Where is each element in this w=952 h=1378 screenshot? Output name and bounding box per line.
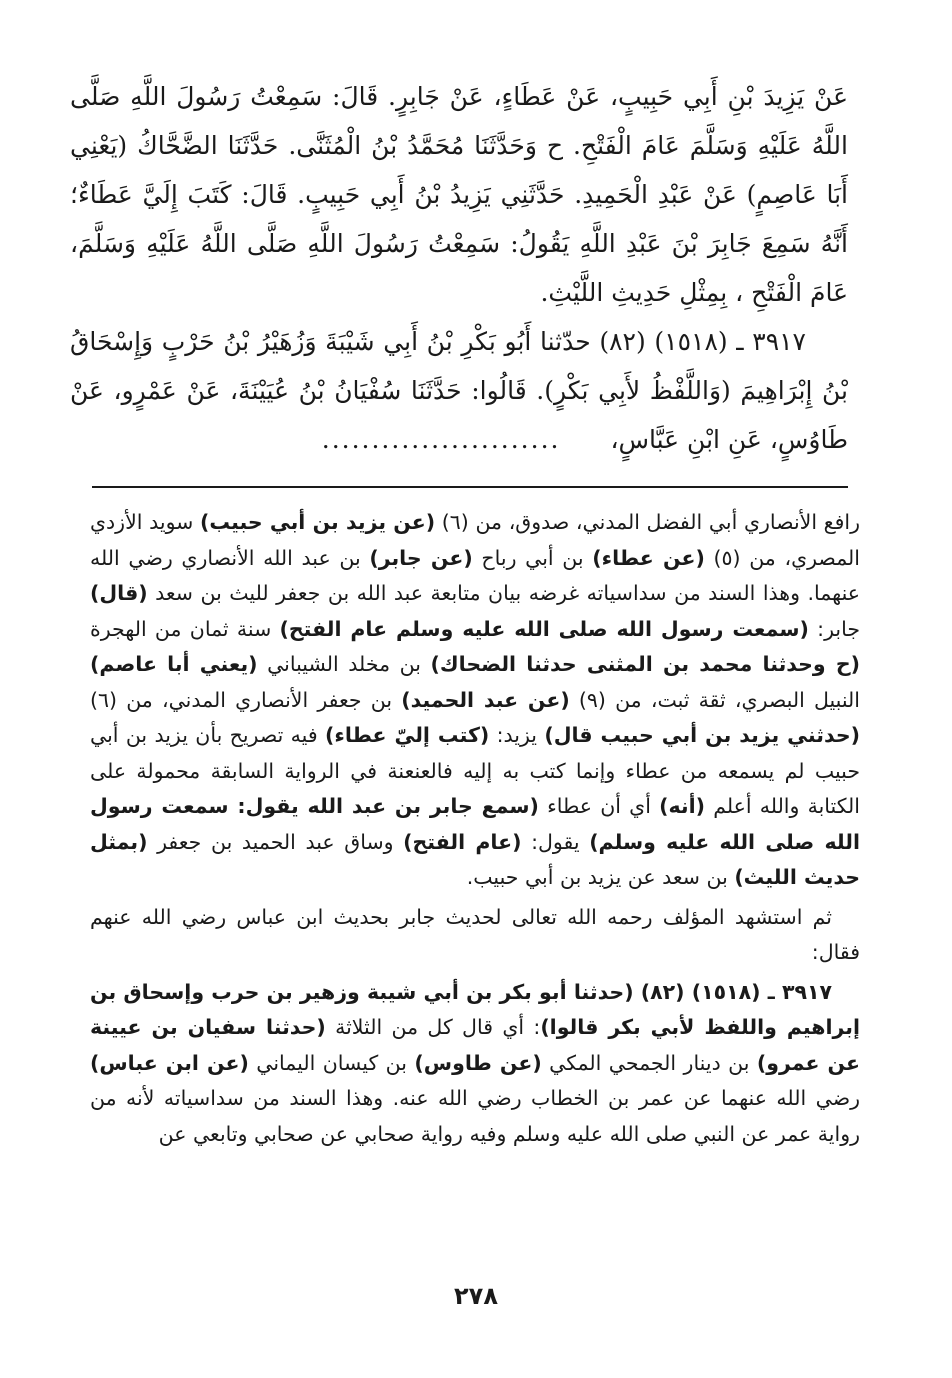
commentary-text: بن سعد عن يزيد بن أبي حبيب.: [466, 865, 735, 889]
commentary-text: بن جعفر الأنصاري المدني، من (٦): [90, 687, 402, 712]
commentary-text: يزيد:: [489, 723, 545, 747]
footnote-divider: [92, 486, 848, 488]
bold-quote: (عن عطاء): [592, 545, 705, 570]
commentary-text: بن دينار الجمحي المكي: [541, 1050, 757, 1075]
bold-quote: (عن عبد الحميد): [401, 687, 570, 712]
commentary-text: بن كيسان اليماني: [248, 1050, 415, 1075]
commentary-text: سنة ثمان من الهجرة: [90, 616, 280, 641]
bold-quote: (عن يزيد بن أبي حبيب): [200, 510, 436, 534]
hadith-paragraph-1: عَنْ يَزِيدَ بْنِ أَبِي حَبِيبٍ، عَنْ عَطَاءٍ، عَنْ جَابِرٍ. قَالَ: سَمِعْتُ رَسُولَ اللَّهِ صَلَّى اللَّهُ عَلَيْهِ وَسَلَّمَ عَامَ الْفَتْحِ. ح وَحَدَّثَنَا مُحَمَّدُ بْنُ الْمُثَنَّى. حَدَّثَنَا الضَّحَّاكُ (يَعْنِي أَبَا عَاصِمٍ) عَنْ عَبْدِ الْحَمِيدِ. حَدَّثَنِي يَزِيدُ بْنُ أَبِي حَبِيبٍ. قَالَ: كَتَبَ إِلَيَّ عَطَاءٌ؛ أَنَّهُ سَمِعَ جَابِرَ بْنَ عَبْدِ اللَّهِ يَقُولُ: سَمِعْتُ رَسُولَ اللَّهِ صَلَّى اللَّهُ عَلَيْهِ وَسَلَّمَ، عَامَ الْفَتْحِ ، بِمِثْلِ حَدِيثِ اللَّيْثِ.: [70, 82, 848, 307]
commentary-text: رافع الأنصاري أبي الفضل المدني، صدوق، من (٦): [435, 510, 860, 534]
hadith-text: [70, 72, 848, 464]
commentary-text: : أي قال كل من الثلاثة: [325, 1015, 541, 1039]
commentary-text: وساق عبد الحميد بن جعفر: [147, 829, 404, 854]
bold-quote: (حدثنا أبو بكر بن أبي شيبة وزهير بن حرب وإسحاق بن إبراهيم واللفظ لأبي بكر قالوا): [90, 979, 860, 1039]
bold-quote: (سمعت رسول الله صلى الله عليه وسلم عام الفتح): [279, 616, 809, 641]
bold-quote: (سمع جابر بن عبد الله يقول: سمعت رسول الله صلى الله عليه وسلم): [90, 794, 861, 854]
hadith-paragraph-2: [70, 317, 848, 464]
commentary-text: بن مخلد الشيباني: [257, 652, 431, 676]
commentary-paragraph-2: ثم استشهد المؤلف رحمه الله تعالى لحديث جابر بحديث ابن عباس رضي الله عنهم فقال:: [90, 904, 860, 964]
bold-quote: (يعني أبا عاصم): [90, 652, 258, 676]
commentary-text: جابر:: [808, 616, 861, 641]
commentary-text: سويد الأزدي المصري، من (٥): [90, 510, 860, 570]
bold-quote: (قال): [90, 581, 148, 605]
commentary-text: بن عبد الله الأنصاري رضي الله عنهما. وهذا السند من سداسياته غرضه بيان متابعة عبد الله بن جعفر لليث بن سعد: [90, 545, 860, 605]
commentary-text: النبيل البصري، ثقة ثبت، من (٩): [569, 687, 860, 712]
commentary: [90, 505, 860, 1156]
bold-quote: (حدثنا سفيان بن عيينة عن عمرو): [90, 1015, 861, 1075]
hadith-paragraph-2-text: ٣٩١٧ ـ (١٥١٨) (٨٢) حدّثنا أَبُو بَكْرِ بْنُ أَبِي شَيْبَةَ وَزُهَيْرُ بْنُ حَرْبٍ وَإِسْحَاقُ بْنُ إِبْرَاهِيمَ (وَاللَّفْظُ لأَبِي بَكْرٍ). قَالُوا: حَدَّثَنَا سُفْيَانُ بْنُ عُيَيْنَةَ، عَنْ عَمْرٍو، عَنْ طَاوُسٍ، عَنِ ابْنِ عَبَّاسٍ،: [70, 327, 848, 454]
bold-quote: (حدثني يزيد بن أبي حبيب قال): [544, 723, 860, 747]
page-number: ٢٧٨: [454, 1282, 498, 1310]
bold-quote: (عن جابر): [369, 545, 473, 570]
commentary-text: بن أبي رباح: [472, 545, 593, 570]
commentary-text: يقول:: [521, 829, 590, 854]
commentary-paragraph-3: [90, 975, 860, 1153]
commentary-text: فيه تصريح بأن يزيد بن أبي حبيب لم يسمعه من عطاء وإنما كتب به إليه فالعنعنة في الرواية السابقة محمولة على الكتابة والله أعلم: [90, 723, 860, 818]
bold-quote: (عن طاوس): [414, 1050, 542, 1075]
bold-quote: (بمثل حديث الليث): [90, 829, 860, 889]
bold-quote: ٣٩١٧ ـ (١٥١٨) (٨٢): [633, 979, 832, 1004]
bold-quote: (أنه): [659, 794, 706, 818]
bold-quote: (عام الفتح): [403, 829, 522, 854]
bold-quote: (ح وحدثنا محمد بن المثنى حدثنا الضحاك): [430, 652, 860, 676]
commentary-text: رضي الله عنهما عن عمر بن الخطاب رضي الله عنه. وهذا السند من سداسياته لأنه من رواية عمر عن النبي صلى الله عليه وسلم وفيه رواية صحابي عن صحابي وتابعي عن: [90, 1086, 860, 1146]
commentary-text: أي أن عطاء: [538, 794, 660, 818]
ellipsis: ........................: [321, 425, 561, 454]
bold-quote: (كتب إليّ عطاء): [325, 723, 490, 747]
commentary-paragraph-1: [90, 505, 860, 896]
bold-quote: (عن ابن عباس): [90, 1050, 249, 1075]
